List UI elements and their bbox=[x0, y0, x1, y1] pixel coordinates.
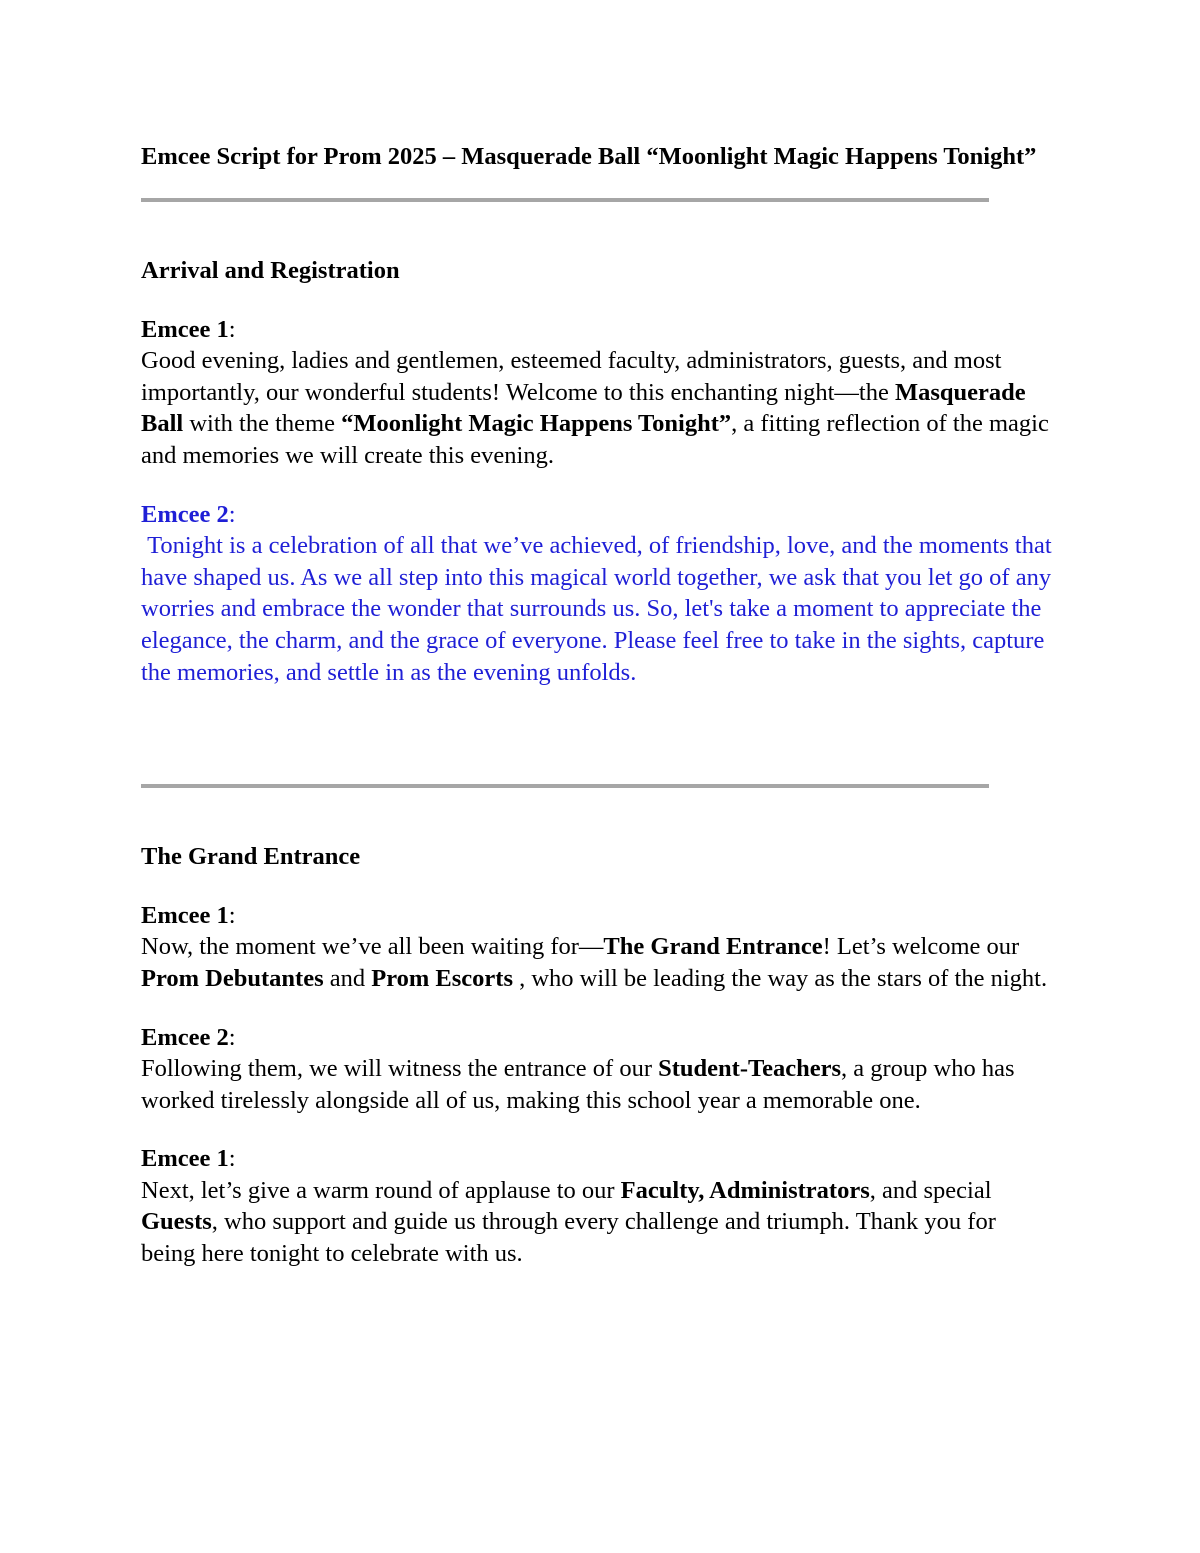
horizontal-divider bbox=[141, 198, 989, 202]
speech-text-part: , who will be leading the way as the stars of the night. bbox=[512, 964, 1048, 992]
speaker-block bbox=[141, 1022, 1056, 1117]
speech-text: Tonight is a celebration of all that we’ve achieved, of friendship, love, and the moments that have shaped us. As we all step into this magical world together, we ask that you let go of any worries and embrace the wonder that surrounds us. So, let's take a moment to appreciate the elegance, the charm, and the grace of everyone. Please feel free to take in the sights, capture the memories, and settle in as the evening unfolds. bbox=[141, 532, 1058, 686]
speech-text-bold: The Grand Entrance bbox=[603, 933, 823, 961]
speaker-colon: : bbox=[228, 1023, 236, 1051]
document-title: Emcee Script for Prom 2025 – Masquerade Ball “Moonlight Magic Happens Tonight” bbox=[141, 143, 1037, 170]
speech-text bbox=[141, 1175, 1056, 1270]
speaker-label: Emcee 1 bbox=[141, 1145, 229, 1173]
speech-text-part: , and special bbox=[869, 1176, 992, 1204]
section-heading-arrival: Arrival and Registration bbox=[141, 257, 400, 284]
speaker-label: Emcee 1 bbox=[141, 315, 229, 343]
speaker-block bbox=[141, 1143, 1056, 1269]
speech-text-bold: “Moonlight Magic Happens Tonight” bbox=[341, 410, 732, 438]
speech-text-bold: Masquerade Ball bbox=[141, 378, 1026, 438]
horizontal-divider bbox=[141, 784, 989, 788]
section-heading-grand-entrance: The Grand Entrance bbox=[141, 843, 361, 871]
speech-text-bold: Faculty, Administrators bbox=[620, 1176, 870, 1204]
speech-text bbox=[141, 345, 1056, 471]
speech-text-bold: Student-Teachers bbox=[658, 1055, 841, 1083]
speaker-colon: : bbox=[228, 315, 236, 343]
speaker-block bbox=[141, 900, 1056, 995]
speech-text-bold: Prom Escorts bbox=[371, 964, 513, 992]
speaker-label: Emcee 2 bbox=[141, 1023, 229, 1051]
speaker-colon: : bbox=[228, 500, 236, 528]
speech-text-part: Now, the moment we’ve all been waiting for— bbox=[141, 933, 604, 961]
speech-text-part: , who support and guide us through every challenge and triumph. Thank you for being here tonight to celebrate with us. bbox=[141, 1208, 996, 1268]
speech-text-bold: Prom Debutantes bbox=[141, 964, 324, 992]
speech-text bbox=[141, 931, 1056, 994]
speech-text-part: and bbox=[323, 964, 372, 992]
speech-text-part: ! Let’s welcome our bbox=[822, 933, 1020, 961]
speech-text-part: Following them, we will witness the entrance of our bbox=[141, 1055, 659, 1083]
speaker-label: Emcee 2 bbox=[141, 500, 229, 528]
speaker-block-highlighted bbox=[141, 499, 1056, 689]
speech-text-part: Good evening, ladies and gentlemen, esteemed faculty, administrators, guests, and most importantly, our wonderful students! Welcome to this enchanting night—the bbox=[141, 347, 1002, 406]
speech-text-part: , a fitting reflection of the magic and memories we will create this evening. bbox=[141, 410, 1049, 469]
speech-text-bold: Guests bbox=[141, 1208, 212, 1236]
speaker-label: Emcee 1 bbox=[141, 901, 229, 929]
speech-text-part: with the theme bbox=[183, 410, 342, 438]
speaker-block bbox=[141, 314, 1056, 472]
speech-text bbox=[141, 1053, 1056, 1116]
speaker-colon: : bbox=[228, 901, 236, 929]
speech-text-part: Next, let’s give a warm round of applause to our bbox=[141, 1176, 621, 1204]
document-page bbox=[141, 140, 1056, 1270]
speaker-colon: : bbox=[228, 1145, 236, 1173]
speech-text-part: , a group who has worked tirelessly alongside all of us, making this school year a memorable one. bbox=[141, 1055, 1015, 1114]
